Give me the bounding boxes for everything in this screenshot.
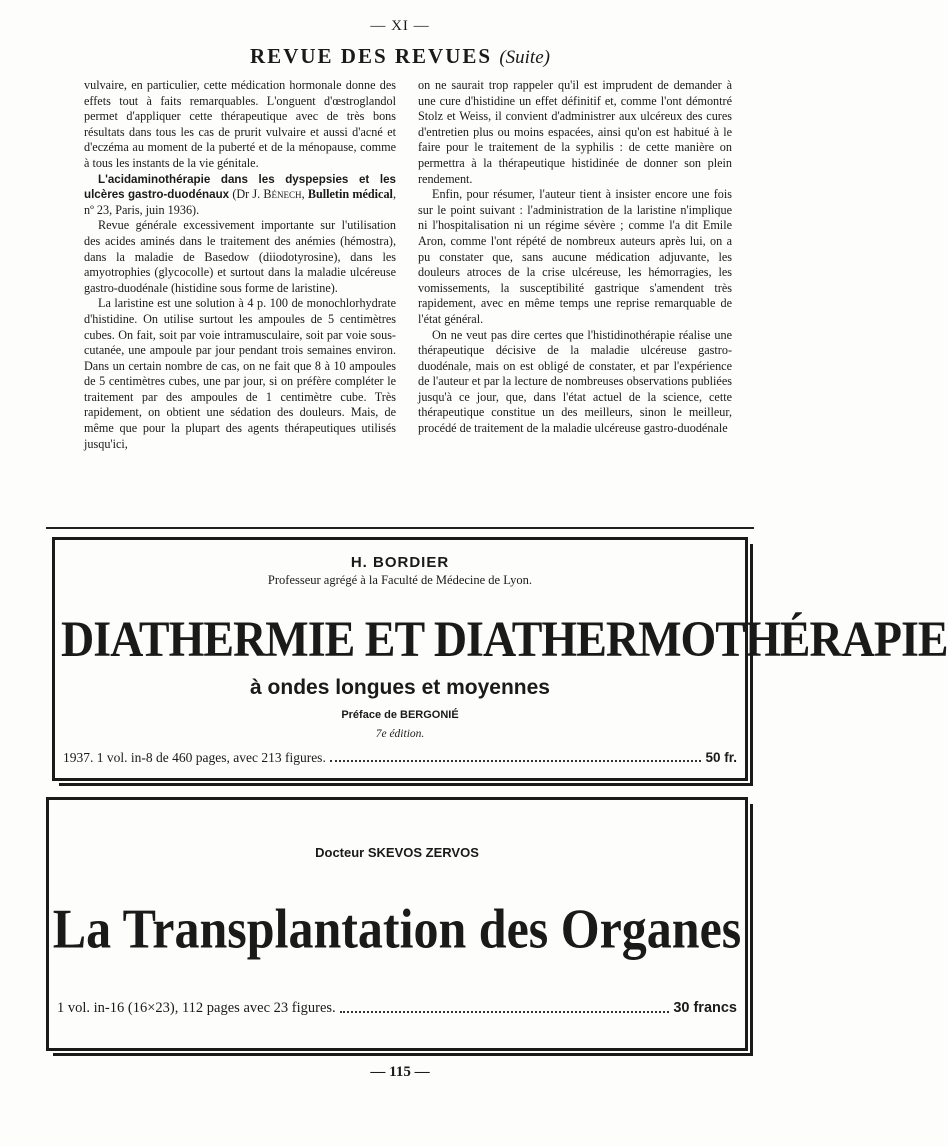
article-author-prefix: (Dr J.	[232, 187, 264, 202]
right-column	[418, 78, 732, 437]
advertisement-zervos	[46, 797, 748, 1051]
section-title-suite: (Suite)	[499, 47, 550, 68]
page-number: — 115 —	[370, 1064, 430, 1080]
advertisement-bordier	[52, 537, 948, 781]
right-paragraph-1: on ne saurait trop rappeler qu'il est imprudent de demander à une cure d'histidine un effet définitif et, comme l'ont démontré Stolz et Weiss, il convient d'administrer aux ulcéreux des cures d'entretien plus ou moins espacées, ainsi qu'on est habitué à le faire pour le traitement de la syphilis : de cette manière on permettra à la thérapeutique histidinée de donner son plein rendement.	[418, 78, 732, 186]
right-paragraph-2: Enfin, pour résumer, l'auteur tient à insister encore une fois sur le point suivant : l'administration de la laristine n'implique ni l'hospitalisation ni un régime sévère ; comme l'a dit Emile Aron, comme l'ont répété de nombreux auteurs après lui, on a pu constater que, sans aucune médication adjuvante, les douleurs atroces de la crise ulcéreuse, les hémorragies, les vomissements, la susceptibilité gastrique s'amendent très rapidement, avec en même temps une reprise remarquable de l'état général.	[418, 187, 732, 326]
article-title: L'acidaminothérapie dans les dyspepsies et les ulcères gastro-duodénaux	[84, 172, 396, 202]
ad2-leader-dots	[340, 1010, 670, 1013]
article-ref: , nº 23, Paris, juin 1936).	[84, 187, 396, 217]
left-paragraph-3: La laristine est une solution à 4 p. 100 de monochlorhydrate d'histidine. On utilise surtout les ampoules de 5 centimètres cubes. On fait, soit par voie intramusculaire, soit par voie sous-cutanée, une ampoule par jour pendant trois semaines environ. Dans un certain nombre de cas, on ne fait que 8 à 10 ampoules de 5 centimètres cubes, une par jour, si on préfère compléter le traitement par des ampoules de 1 centimètre cube. Très rapidement, on obtient une sédation des douleurs. Mais, de même que pour la plupart des agents thérapeutiques utilisés jusqu'ici,	[84, 296, 396, 451]
ad1-publication-line	[63, 750, 737, 766]
ad2-book-title: La Transplantation des Organes	[52, 897, 742, 960]
divider-rule	[46, 527, 754, 529]
ad1-leader-dots	[330, 759, 702, 762]
ad1-preface: Préface de BERGONIÉ	[341, 709, 459, 721]
section-title-text: REVUE DES REVUES	[250, 44, 493, 68]
ad1-affiliation: Professeur agrégé à la Faculté de Médecine de Lyon.	[267, 573, 533, 587]
ad1-author: H. BORDIER	[350, 554, 450, 571]
left-paragraph-2: Revue générale excessivement importante sur l'utilisation des acides aminés dans le traitement des anémies (hémostra), dans la maladie de Basedow (diiodotyrosine), dans les amyotrophies (glycocolle) et surtout dans la maladie ulcéreuse gastro-duodénale (histidine sous forme de laristine).	[84, 218, 396, 295]
ad1-subtitle: à ondes longues et moyennes	[250, 676, 550, 699]
article-journal: Bulletin médical	[307, 187, 393, 202]
ad1-edition: 7e édition.	[375, 728, 425, 740]
ad2-price: 30 francs	[673, 1000, 737, 1016]
ad2-author: Docteur SKEVOS ZERVOS	[315, 845, 479, 860]
ad1-pub-info: 1937. 1 vol. in-8 de 460 pages, avec 213 figures.	[63, 750, 326, 765]
ad1-price: 50 fr.	[705, 750, 737, 765]
ad2-publication-line	[57, 1000, 737, 1017]
article-author: Bénech	[263, 187, 302, 202]
ad2-pub-info: 1 vol. in-16 (16×23), 112 pages avec 23 figures.	[57, 1000, 336, 1016]
page-roman-numeral: — XI —	[370, 18, 430, 34]
right-paragraph-3: On ne veut pas dire certes que l'histidinothérapie réalise une thérapeutique décisive de la maladie ulcéreuse gastro-duodénale, mais on est obligé de constater, et par l'expérience de l'auteur et par la lecture de nombreuses observations publiées jusqu'à ce jour, que, dans l'état actuel de la science, cette thérapeutique constitue un des meilleurs, sinon le meilleur, procédé de traitement de la maladie ulcéreuse gastro-duodénale	[418, 327, 732, 436]
article-heading: L'acidaminothérapie dans les dyspepsies et les ulcères gastro-duodénaux (Dr J. Bénech, Bulletin médical, nº 23, Paris, juin 1936).	[84, 172, 396, 217]
ad1-book-title: DIATHERMIE ET DIATHERMOTHÉRAPIE	[61, 611, 948, 668]
section-title	[0, 44, 800, 69]
left-paragraph-1: vulvaire, en particulier, cette médication hormonale donne des effets tout à faits remarquables. L'onguent d'œstroglandol permet d'appliquer cette thérapeutique avec de très bons résultats dans tous les cas de prurit vulvaire et aussi d'acné et d'eczéma au moment de la puberté et de la ménopause, comme à tous les instants de la vie génitale.	[84, 78, 396, 170]
left-column	[84, 78, 396, 452]
